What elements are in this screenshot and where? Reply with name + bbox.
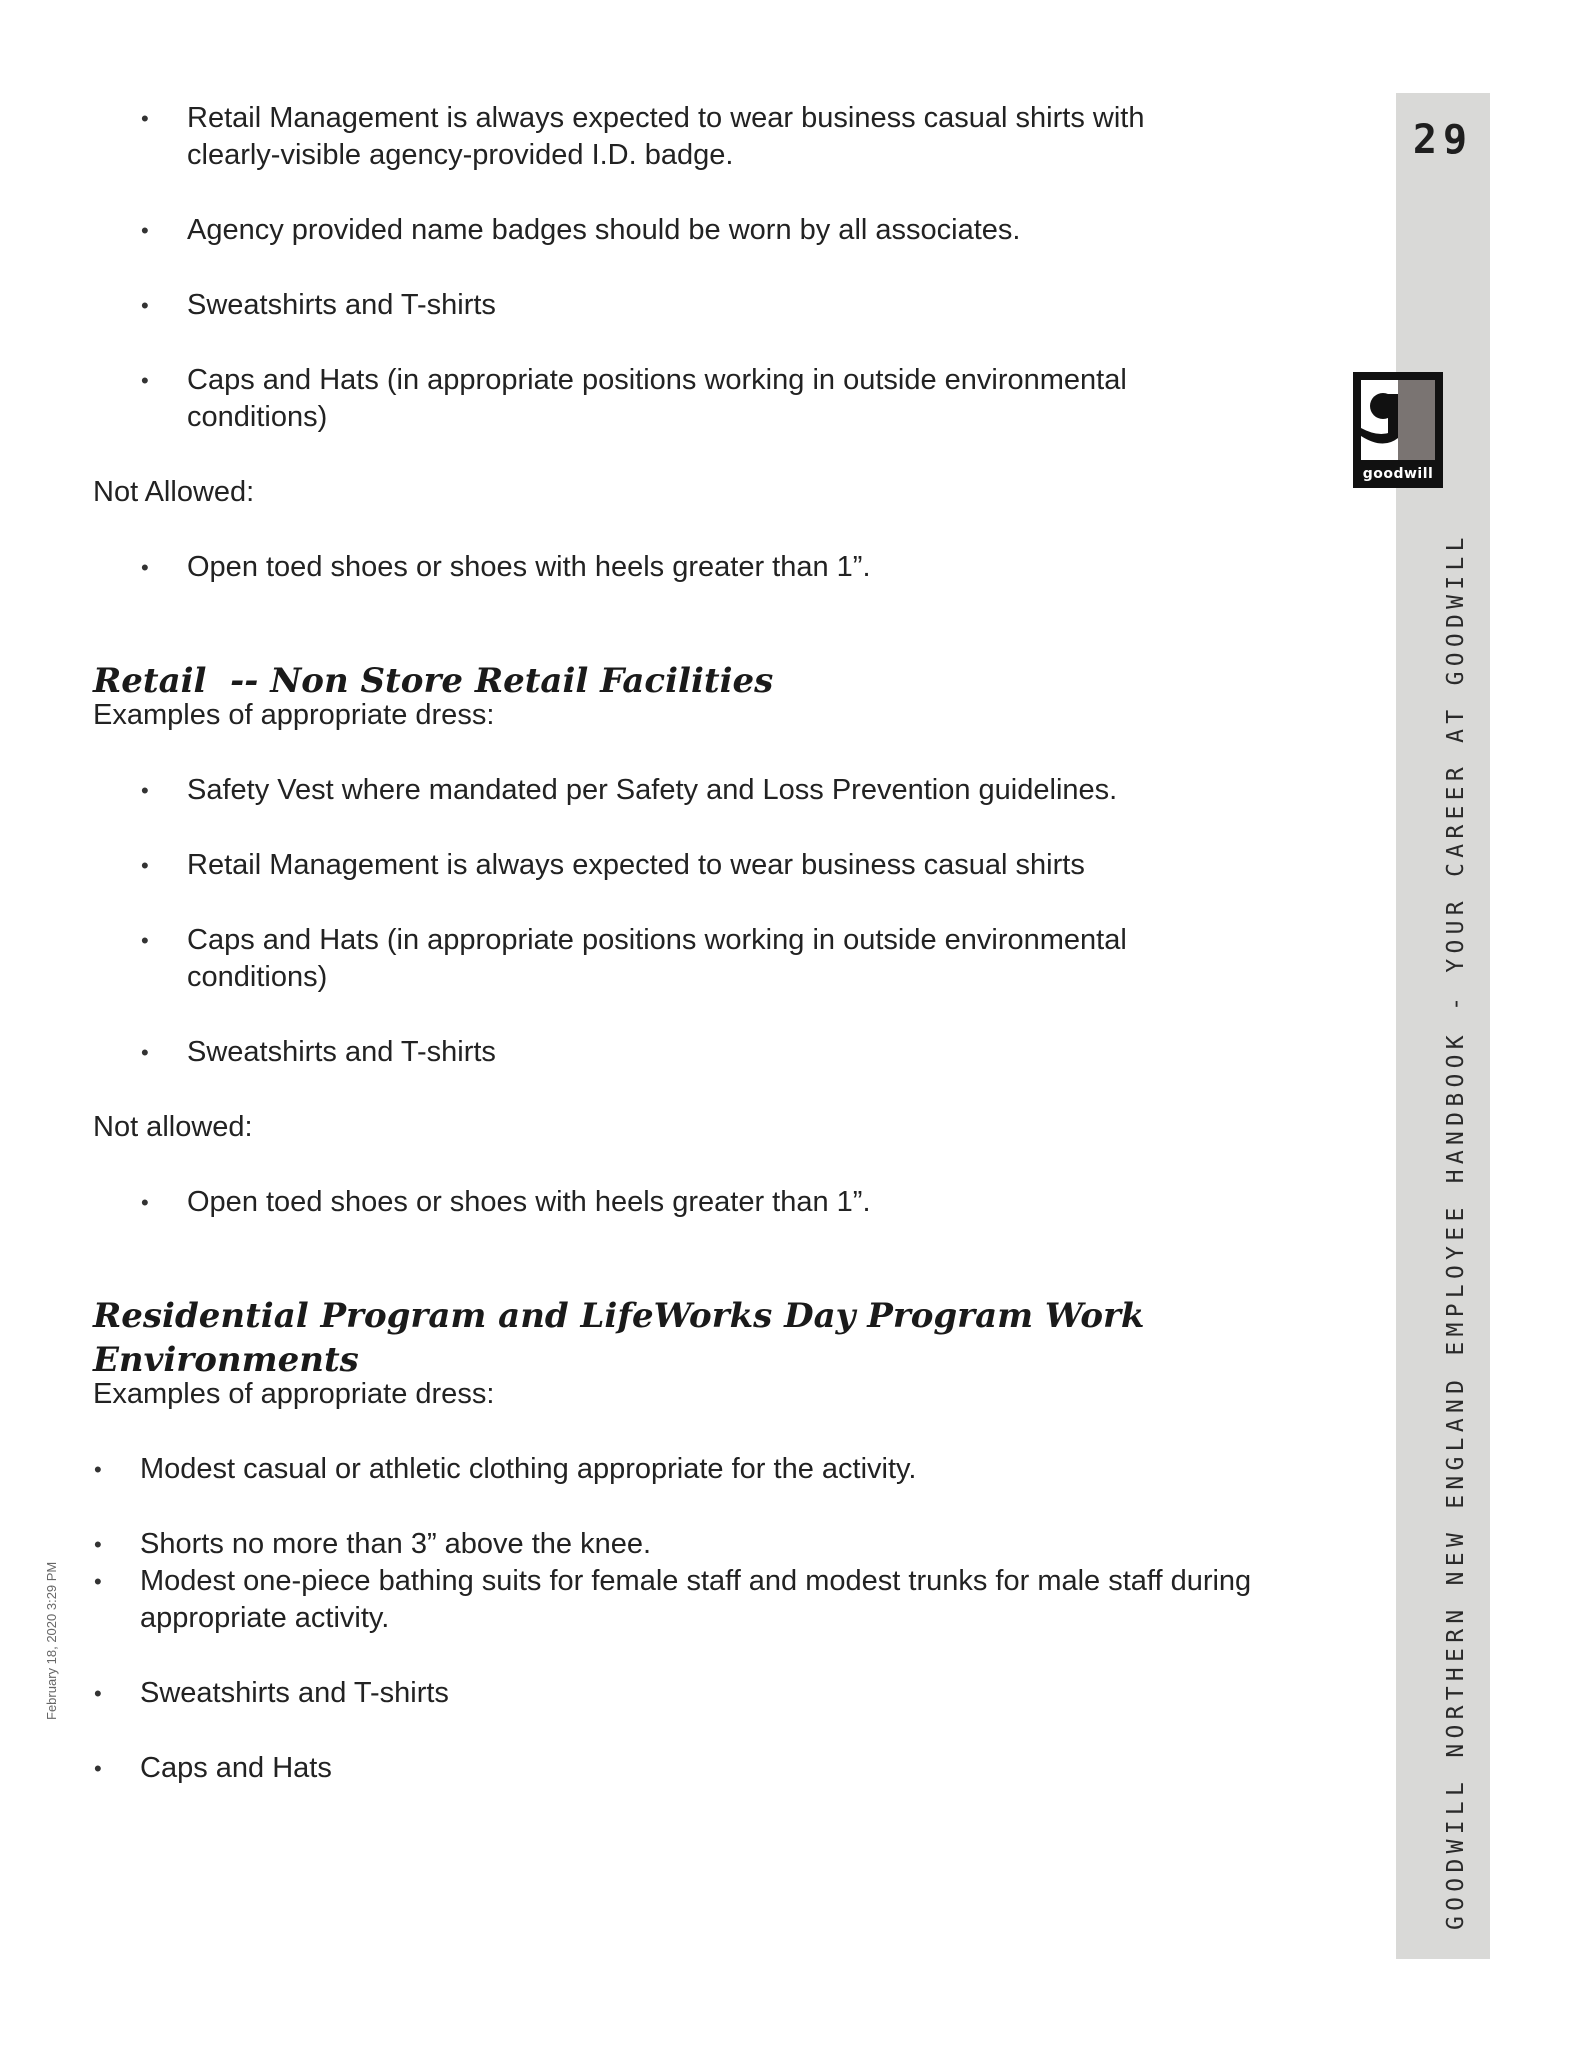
list-item: • Modest casual or athletic clothing appropriate for the activity. bbox=[93, 1451, 1323, 1488]
section-heading-line: Environments bbox=[93, 1340, 359, 1380]
page-content bbox=[93, 100, 1323, 1787]
bullet-icon: • bbox=[141, 1040, 149, 1065]
bullet-icon: • bbox=[141, 853, 149, 878]
section-intro: Examples of appropriate dress: bbox=[93, 699, 495, 731]
list-item: • Caps and Hats (in appropriate positions working in outside environmental conditions) bbox=[141, 364, 1127, 433]
section-heading-line: Residential Program and LifeWorks Day Program Work bbox=[93, 1296, 1145, 1336]
list-item: • Retail Management is always expected to wear business casual shirts with clearly-visible agency-provided I.D. badge. bbox=[141, 102, 1145, 171]
bullet-icon: • bbox=[94, 1457, 102, 1482]
bullet-icon: • bbox=[94, 1569, 102, 1594]
section1-list bbox=[93, 100, 1323, 436]
running-title: GOODWILL NORTHERN NEW ENGLAND EMPLOYEE HANDBOOK - YOUR CAREER AT GOODWILL bbox=[1443, 532, 1469, 1930]
section1-not-allowed-list bbox=[93, 549, 1323, 586]
bullet-icon: • bbox=[141, 928, 149, 953]
goodwill-logo-icon bbox=[1353, 372, 1443, 488]
bullet-icon: • bbox=[94, 1756, 102, 1781]
logo-text: goodwill bbox=[1362, 466, 1434, 482]
bullet-icon: • bbox=[94, 1681, 102, 1706]
bullet-icon: • bbox=[94, 1532, 102, 1557]
bullet-icon: • bbox=[141, 368, 149, 393]
list-item: • Sweatshirts and T-shirts bbox=[93, 287, 1323, 324]
bullet-icon: • bbox=[141, 778, 149, 803]
list-item: • Caps and Hats (in appropriate positions working in outside environmental conditions) bbox=[141, 924, 1127, 993]
section-heading bbox=[93, 1294, 1323, 1382]
list-item: • Safety Vest where mandated per Safety and Loss Prevention guidelines. bbox=[93, 772, 1323, 809]
list-item: • Open toed shoes or shoes with heels greater than 1”. bbox=[93, 549, 1323, 586]
section-intro: Examples of appropriate dress: bbox=[93, 1378, 495, 1410]
list-item: • Agency provided name badges should be worn by all associates. bbox=[93, 212, 1323, 249]
list-item: • Sweatshirts and T-shirts bbox=[93, 1675, 1323, 1712]
section-heading: Retail -- Non Store Retail Facilities bbox=[93, 661, 774, 701]
list-item: • Caps and Hats bbox=[93, 1750, 1323, 1787]
print-datestamp: February 18, 2020 3:29 PM bbox=[44, 1561, 59, 1720]
bullet-icon: • bbox=[141, 1190, 149, 1215]
list-item: • Retail Management is always expected to wear business casual shirts bbox=[93, 847, 1323, 884]
bullet-icon: • bbox=[141, 555, 149, 580]
logo-mark bbox=[1361, 380, 1435, 460]
list-item: • Open toed shoes or shoes with heels greater than 1”. bbox=[93, 1184, 1323, 1221]
list-item: • Modest one-piece bathing suits for female staff and modest trunks for male staff during appropriate activity. bbox=[94, 1565, 1252, 1634]
list-item: • Shorts no more than 3” above the knee. bbox=[93, 1526, 1323, 1563]
bullet-icon: • bbox=[141, 293, 149, 318]
bullet-icon: • bbox=[141, 106, 149, 131]
section3-list bbox=[93, 1451, 1323, 1787]
bullet-icon: • bbox=[141, 218, 149, 243]
smiling-g-icon bbox=[1361, 380, 1435, 460]
section2-not-allowed-list bbox=[93, 1184, 1323, 1221]
not-allowed-label: Not Allowed: bbox=[93, 476, 255, 508]
not-allowed-label: Not allowed: bbox=[93, 1111, 253, 1143]
section2-list bbox=[93, 772, 1323, 1071]
page-number: 29 bbox=[1412, 117, 1474, 163]
list-item: • Sweatshirts and T-shirts bbox=[93, 1034, 1323, 1071]
